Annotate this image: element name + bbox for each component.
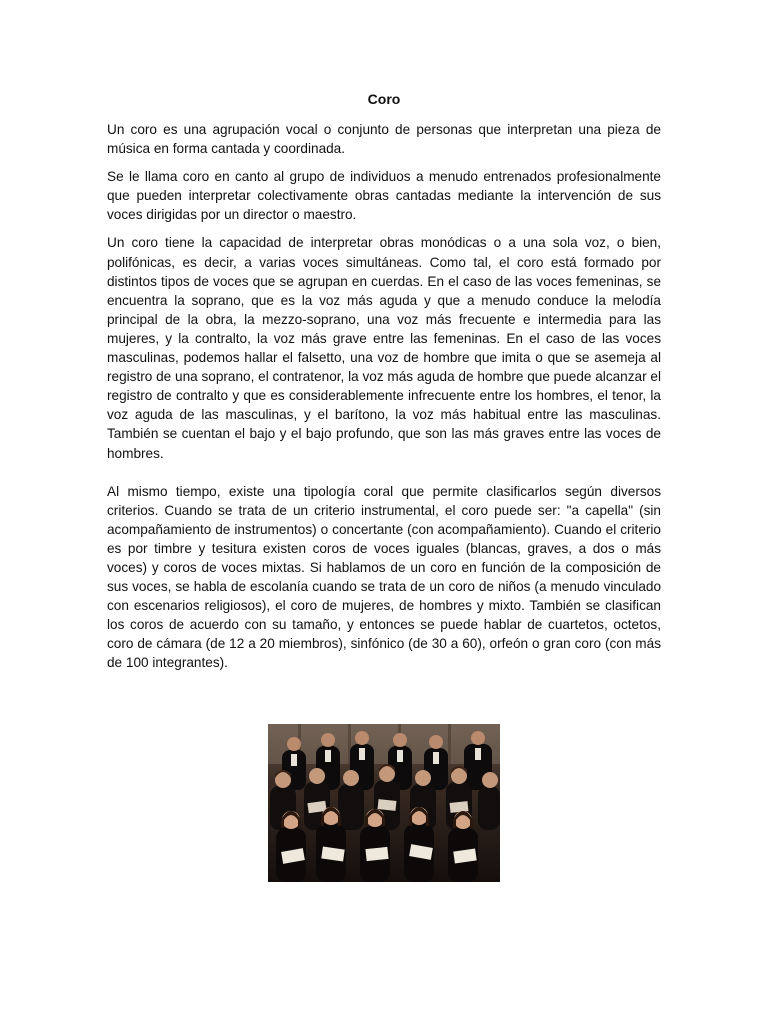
document-page (107, 90, 661, 682)
paragraph-tipologia: Al mismo tiempo, existe una tipología coral que permite clasificarlos según diversos criterios. Cuando se trata de un criterio instrumental, el coro puede ser: "a capella" (sin acompañamiento de instrumentos) o concertante (con acompañamiento). Cuando el criterio es por timbre y tesitura existen coros de voces iguales (blancas, graves, a dos o más voces) y coros de voces mixtas. Si hablamos de un coro en función de la composición de sus voces, se habla de escolanía cuando se trata de un coro de niños (a menudo vinculado con escenarios religiosos), el coro de mujeres, de hombres y mixto. También se clasifican los coros de acuerdo con su tamaño, y entonces se puede hablar de cuartetos, octetos, coro de cámara (de 12 a 20 miembros), sinfónico (de 30 a 60), orfeón o gran coro (con más de 100 integrantes). (107, 483, 661, 671)
choir-photo (268, 724, 500, 882)
paragraph-definition: Un coro es una agrupación vocal o conjunto de personas que interpretan una pieza de música en forma cantada y coordinada. (107, 122, 661, 157)
paragraph-canto: Se le llama coro en canto al grupo de individuos a menudo entrenados profesionalmente que pueden interpretar colectivamente obras cantadas mediante la intervención de sus voces dirigidas por un director o maestro. (107, 169, 661, 223)
choir-photo-icon (268, 724, 500, 882)
paragraph-voces: Un coro tiene la capacidad de interpretar obras monódicas o a una sola voz, o bien, polifónicas, es decir, a varias voces simultáneas. Como tal, el coro está formado por distintos tipos de voces que se agrupan en cuerdas. En el caso de las voces femeninas, se encuentra la soprano, que es la voz más aguda y que a menudo conduce la melodía principal de la obra, la mezzo-soprano, una voz más frecuente e intermedia para las mujeres, y la contralto, la voz más grave entre las femeninas. En el caso de las voces masculinas, podemos hallar el falsetto, una voz de hombre que imita o que se asemeja al registro de una soprano, el contratenor, la voz más aguda de hombre que puede alcanzar el registro de contralto y que es considerablemente infrecuente entre los hombres, el tenor, la voz aguda de las masculinas, y el barítono, la voz más habitual entre las masculinas. También se cuentan el bajo y el bajo profundo, que son las más graves entre las voces de hombres. (107, 235, 661, 461)
document-title: Coro (367, 91, 401, 107)
